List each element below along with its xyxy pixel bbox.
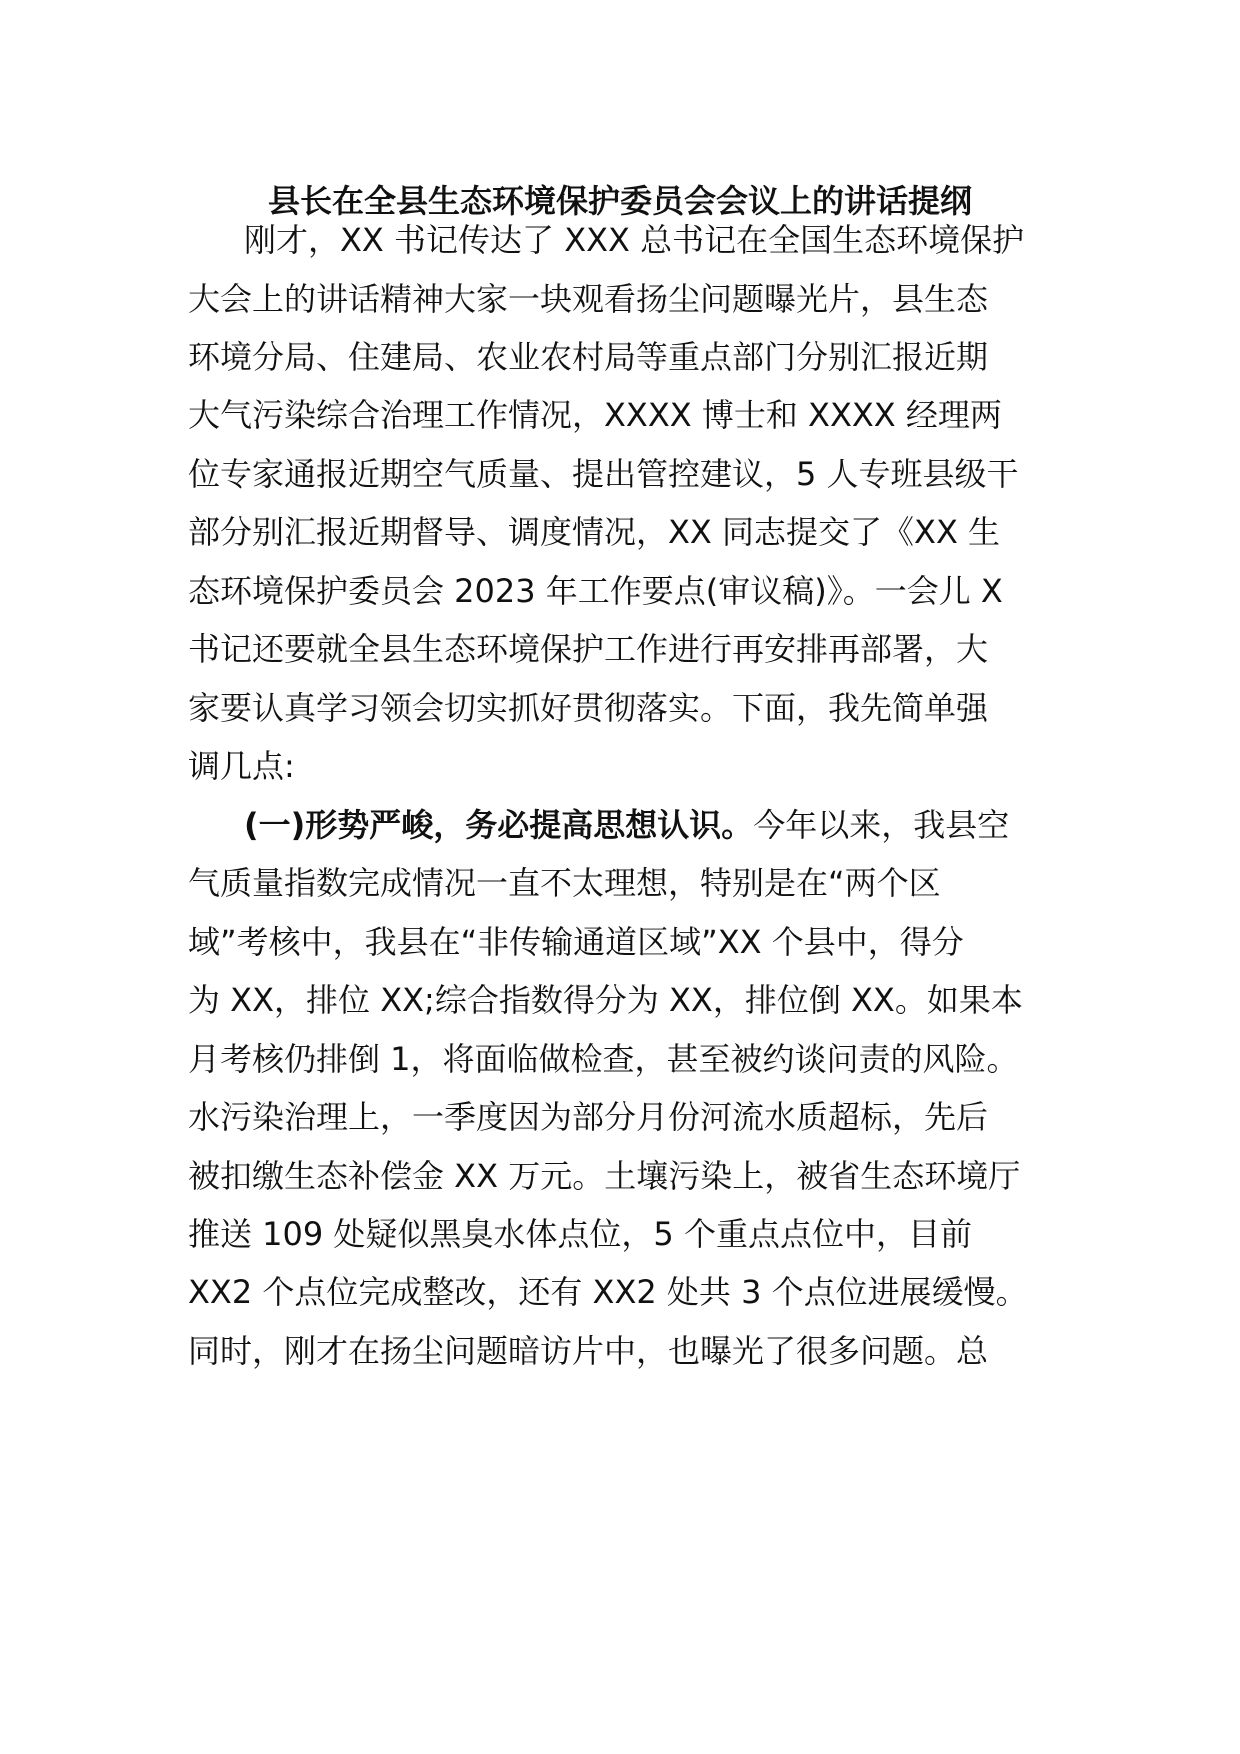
paragraph-line: 大会上的讲话精神大家一块观看扬尘问题曝光片，县生态 — [188, 280, 989, 318]
paragraph-line: 水污染治理上，一季度因为部分月份河流水质超标，先后 — [188, 1098, 989, 1136]
paragraph-line: 域”考核中，我县在“非传输通道区域”XX 个县中，得分 — [188, 923, 964, 961]
section-heading-line — [244, 800, 1009, 850]
paragraph-line: 调几点: — [188, 747, 295, 785]
paragraph-line: 推送 109 处疑似黑臭水体点位，5 个重点点位中，目前 — [188, 1215, 972, 1253]
paragraph-line: 部分别汇报近期督导、调度情况，XX 同志提交了《XX 生 — [188, 513, 1001, 551]
paragraph-line: 同时，刚才在扬尘问题暗访片中，也曝光了很多问题。总 — [188, 1332, 989, 1370]
paragraph-line: 书记还要就全县生态环境保护工作进行再安排再部署，大 — [188, 630, 989, 668]
section-heading: (一)形势严峻，务必提高思想认识。 — [244, 806, 754, 844]
paragraph-line: 态环境保护委员会 2023 年工作要点(审议稿)》。一会儿 X — [188, 572, 1003, 610]
paragraph-line: 环境分局、住建局、农业农村局等重点部门分别汇报近期 — [188, 338, 989, 376]
paragraph-line: 大气污染综合治理工作情况，XXXX 博士和 XXXX 经理两 — [188, 396, 1002, 434]
paragraph-line: 被扣缴生态补偿金 XX 万元。土壤污染上，被省生态环境厅 — [188, 1157, 1021, 1195]
paragraph-line: 月考核仍排倒 1，将面临做检查，甚至被约谈问责的风险。 — [188, 1040, 1019, 1078]
paragraph-line: XX2 个点位完成整改，还有 XX2 处共 3 个点位进展缓慢。 — [188, 1273, 1028, 1311]
document-title: 县长在全县生态环境保护委员会会议上的讲话提纲 — [267, 182, 972, 220]
paragraph-line: 家要认真学习领会切实抓好贯彻落实。下面，我先简单强 — [188, 689, 989, 727]
paragraph-line: 位专家通报近期空气质量、提出管控建议，5 人专班县级干 — [188, 455, 1019, 493]
paragraph-line: 刚才，XX 书记传达了 XXX 总书记在全国生态环境保护 — [244, 221, 1025, 259]
paragraph-line: 气质量指数完成情况一直不太理想，特别是在“两个区 — [188, 864, 941, 902]
section-heading-rest: 今年以来，我县空 — [753, 806, 1010, 844]
paragraph-line: 为 XX，排位 XX;综合指数得分为 XX，排位倒 XX。如果本 — [188, 981, 1023, 1019]
